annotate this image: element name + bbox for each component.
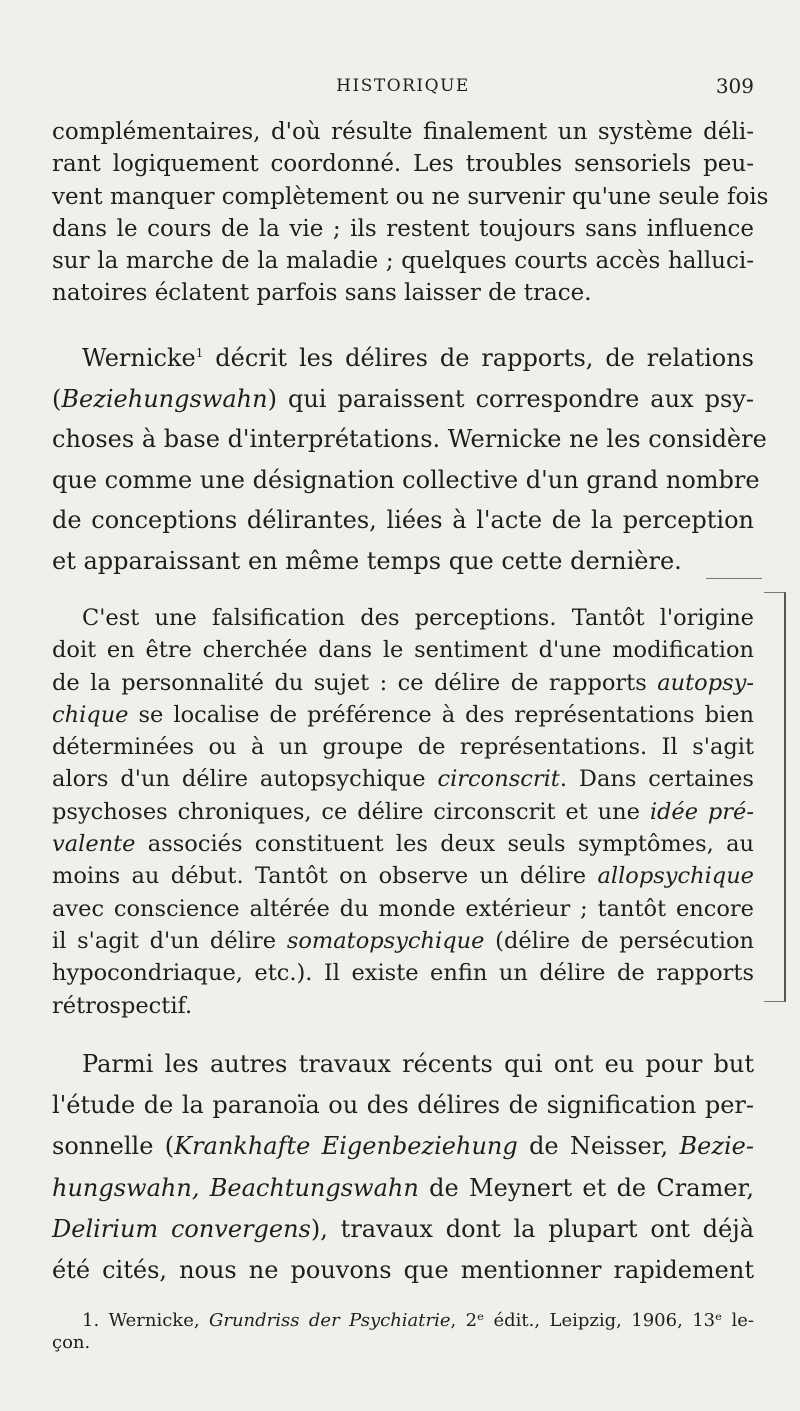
text-run: 1. Wernicke,: [82, 1310, 209, 1331]
italic-term: hungswahn, Beachtungswahn: [52, 1173, 419, 1202]
text-run: psychoses chroniques, ce délire circonscrit et une: [52, 798, 650, 825]
text-run: se localise de préférence à des représentations bien: [128, 701, 754, 728]
italic-term: Krankhafte Eigenbeziehung: [174, 1132, 518, 1161]
text-run: de Meynert et de Cramer,: [418, 1173, 755, 1202]
quoted-passage: [52, 602, 754, 1022]
text-run: . Dans certaines: [559, 766, 754, 793]
text-run: sonnelle (: [52, 1132, 175, 1161]
text-line: rétrospectif.: [52, 992, 193, 1019]
italic-term: Delirium convergens: [52, 1214, 311, 1243]
text-line: hypocondriaque, etc.). Il existe enfin un délire de rapports: [52, 960, 754, 987]
text-run: de la personnalité du sujet : ce délire de rapports: [52, 669, 658, 696]
italic-term: circonscrit: [437, 766, 560, 793]
italic-term: chique: [52, 701, 129, 728]
text-line: que comme une désignation collective d'un grand nombre: [52, 465, 760, 494]
text-line: l'étude de la paranoïa ou des délires de signification per-: [52, 1091, 754, 1120]
text-run: associés constituent les deux seuls symptômes, au: [135, 831, 754, 858]
text-line: [52, 338, 754, 379]
text-line: [52, 860, 754, 892]
italic-term: valente: [52, 831, 136, 858]
text-line: été cités, nous ne pouvons que mentionner rapidement: [52, 1256, 754, 1285]
text-line: [52, 763, 754, 795]
italic-term: idée pré-: [649, 798, 754, 825]
text-run: ) qui paraissent correspondre aux psy-: [267, 384, 754, 413]
text-line: vent manquer complètement ou ne survenir qu'une seule fois: [52, 183, 769, 210]
text-line: C'est une falsification des perceptions. Tantôt l'origine: [82, 605, 754, 631]
italic-term: allopsychique: [597, 863, 754, 890]
text-line: sur la marche de la maladie ; quelques courts accès halluci-: [52, 248, 754, 275]
footnote-marker: 1: [195, 346, 204, 360]
text-run: de Neisser,: [517, 1132, 680, 1161]
italic-term: autopsy-: [657, 669, 754, 696]
text-line: [52, 379, 754, 420]
text-line: [52, 796, 754, 828]
text-run: il s'agit d'un délire: [52, 927, 287, 954]
italic-term: Bezie-: [679, 1132, 754, 1161]
text-run: Wernicke: [82, 344, 196, 372]
text-line: avec conscience altérée du monde extérieur ; tantôt encore: [52, 895, 754, 922]
text-run: (: [52, 384, 62, 413]
text-line: déterminées ou à un groupe de représentations. Il s'agit: [52, 734, 754, 761]
paragraph-continuation: [52, 116, 769, 310]
text-line: Parmi les autres travaux récents qui ont eu pour but: [82, 1050, 754, 1078]
text-line: doit en être cherchée dans le sentiment d'une modification: [52, 637, 754, 664]
page-number: 309: [715, 74, 754, 98]
text-line: [52, 1168, 754, 1209]
text-line: dans le cours de la vie ; ils restent toujours sans influence: [52, 215, 754, 242]
text-line: de conceptions délirantes, liées à l'acte de la perception: [52, 506, 754, 535]
italic-title: Grundriss der Psychiatrie: [208, 1310, 451, 1331]
text-line: [52, 1126, 754, 1167]
text-line: et apparaissant en même temps que cette dernière.: [52, 546, 682, 575]
running-head: HISTORIQUE: [336, 76, 470, 96]
text-line: natoires éclatent parfois sans laisser de trace.: [52, 280, 592, 307]
text-line: [52, 1209, 754, 1250]
text-line: [52, 667, 754, 699]
text-run: , 2ᵉ édit., Leipzig, 1906, 13ᵉ le-: [450, 1310, 754, 1331]
text-run: moins au début. Tantôt on observe un délire: [52, 863, 598, 890]
paragraph-wernicke: [52, 338, 767, 582]
paragraph-other-works: [52, 1044, 754, 1291]
page-header: [52, 74, 754, 104]
italic-term: Beziehungswahn: [61, 384, 268, 413]
text-line: rant logiquement coordonné. Les troubles sensoriels peu-: [52, 151, 754, 178]
text-line: [52, 699, 754, 731]
footnote-line: çon.: [52, 1332, 91, 1353]
footnote-line: [52, 1310, 754, 1332]
footnote: [52, 1310, 754, 1354]
margin-bracket: [764, 592, 786, 1002]
text-line: complémentaires, d'où résulte finalement un système déli-: [52, 119, 754, 145]
margin-pencil-mark: [706, 578, 762, 579]
italic-term: somatopsychique: [286, 927, 485, 954]
text-run: (délire de persécution: [484, 927, 754, 954]
text-run: décrit les délires de rapports, de relations: [203, 344, 754, 372]
text-run: ), travaux dont la plupart ont déjà: [310, 1214, 754, 1243]
text-line: choses à base d'interprétations. Wernicke ne les considère: [52, 425, 767, 454]
text-line: [52, 925, 754, 957]
text-line: [52, 828, 754, 860]
text-run: alors d'un délire autopsychique: [52, 766, 438, 793]
